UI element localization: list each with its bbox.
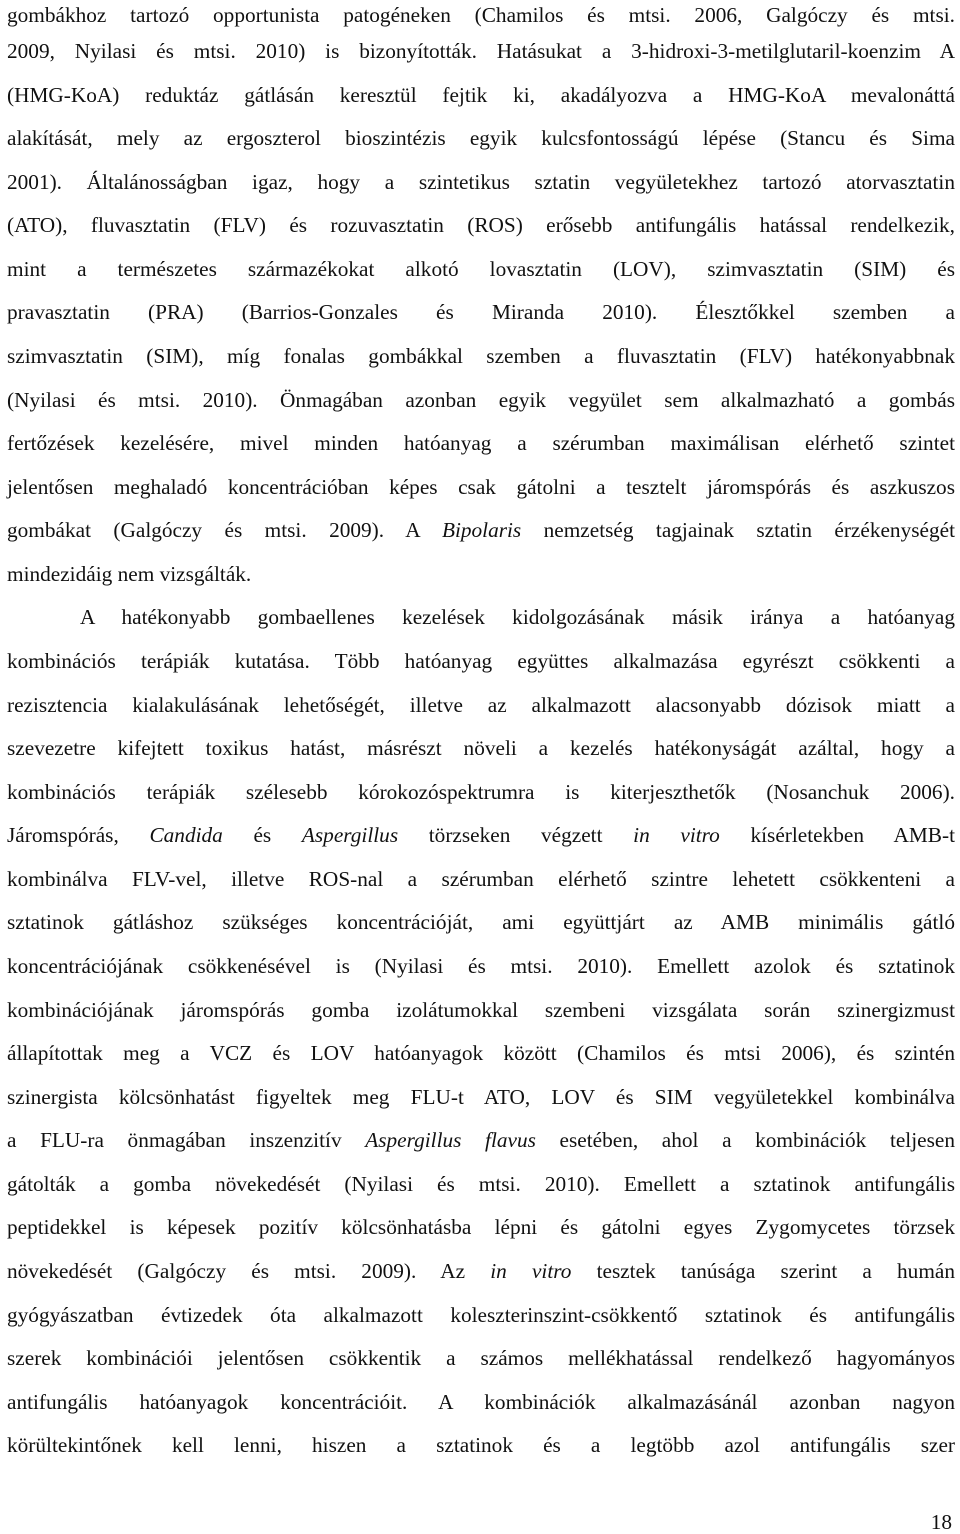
text-line: mint a természetes származékokat alkotó lovasztatin (LOV), szimvasztatin (SIM) és — [7, 257, 955, 281]
text-line: fertőzések kezelésére, mivel minden hatóanyag a szérumban maximálisan elérhető szintet — [7, 431, 955, 455]
text-line: rezisztencia kialakulásának lehetőségét, illetve az alkalmazott alacsonyabb dózisok miatt a — [7, 693, 955, 717]
text-line: alakítását, mely az ergoszterol bioszintézis egyik kulcsfontosságú lépése (Stancu és Sima — [7, 126, 955, 150]
text-line: mindezidáig nem vizsgálták. — [7, 562, 252, 586]
text-line: (HMG-KoA) reduktáz gátlásán keresztül fejtik ki, akadályozva a HMG-KoA mevalonáttá — [7, 83, 955, 107]
text-line: 2001). Általánosságban igaz, hogy a szintetikus sztatin vegyületekhez tartozó atorvasztatin — [7, 170, 955, 194]
text-line — [7, 1125, 955, 1155]
text-line — [7, 515, 955, 545]
text-line: gátolták a gomba növekedését (Nyilasi és mtsi. 2010). Emellett a sztatinok antifungális — [7, 1172, 955, 1196]
page-number: 18 — [930, 1510, 952, 1534]
text-run: és — [222, 823, 302, 847]
text-run: gombákat (Galgóczy és mtsi. 2009). A — [7, 518, 442, 542]
text-line: kombinálva FLV-vel, illetve ROS-nal a szérumban elérhető szintre lehetett csökkenteni a — [7, 867, 955, 891]
paragraph-first-line: A hatékonyabb gombaellenes kezelések kidolgozásának másik iránya a hatóanyag — [80, 605, 955, 629]
text-line — [7, 1256, 955, 1286]
text-line: antifungális hatóanyagok koncentrációit. A kombinációk alkalmazásánál azonban nagyon — [7, 1390, 955, 1414]
text-run: kísérletekben AMB-t — [719, 823, 956, 847]
text-line: gombákhoz tartozó opportunista patogéneken (Chamilos és mtsi. 2006, Galgóczy és mtsi. — [7, 3, 955, 27]
text-line: kombinációs terápiák szélesebb kórokozóspektrumra is kiterjeszthetők (Nosanchuk 2006). — [7, 780, 955, 804]
text-run: törzseken végzett — [398, 823, 634, 847]
text-line: körültekintőnek kell lenni, hiszen a sztatinok és a legtöbb azol antifungális szer — [7, 1433, 955, 1457]
text-line: szevezetre kifejtett toxikus hatást, másrészt növeli a kezelés hatékonyságát azáltal, hogy a — [7, 736, 955, 760]
text-line: peptidekkel is képesek pozitív kölcsönhatásba lépni és gátolni egyes Zygomycetes törzsek — [7, 1215, 955, 1239]
text-line: (Nyilasi és mtsi. 2010). Önmagában azonban egyik vegyület sem alkalmazható a gombás — [7, 388, 955, 412]
text-line: 2009, Nyilasi és mtsi. 2010) is bizonyították. Hatásukat a 3-hidroxi-3-metilglutaril-koenzim A — [7, 39, 955, 63]
text-line: állapítottak meg a VCZ és LOV hatóanyagok között (Chamilos és mtsi 2006), és szintén — [7, 1041, 955, 1065]
taxon-name: Candida — [149, 823, 223, 847]
text-line: kombinációjának járomspórás gomba izolátumokkal szembeni vizsgálata során szinergizmust — [7, 998, 955, 1022]
text-line: gyógyászatban évtizedek óta alkalmazott koleszterinszint-csökkentő sztatinok és antifungális — [7, 1303, 955, 1327]
text-line: jelentősen meghaladó koncentrációban képes csak gátolni a tesztelt járomspórás és aszkuszos — [7, 475, 955, 499]
text-run: esetében, ahol a kombinációk teljesen — [535, 1128, 955, 1152]
text-run: nemzetség tagjainak sztatin érzékenységét — [521, 518, 955, 542]
taxon-name: Bipolaris — [441, 518, 522, 542]
text-run: a FLU-ra önmagában inszenzitív — [7, 1128, 366, 1152]
text-line — [7, 820, 955, 850]
text-line: kombinációs terápiák kutatása. Több hatóanyag együttes alkalmazása egyrészt csökkenti a — [7, 649, 955, 673]
text-line: koncentrációjának csökkenésével is (Nyilasi és mtsi. 2010). Emellett azolok és sztatinok — [7, 954, 955, 978]
text-line: pravasztatin (PRA) (Barrios-Gonzales és Miranda 2010). Élesztőkkel szemben a — [7, 300, 955, 324]
text-line: szinergista kölcsönhatást figyeltek meg FLU-t ATO, LOV és SIM vegyületekkel kombinálva — [7, 1085, 955, 1109]
latin-term: in vitro — [490, 1259, 572, 1283]
text-line: szerek kombinációi jelentősen csökkentik a számos mellékhatással rendelkező hagyományos — [7, 1346, 955, 1370]
taxon-name: Aspergillus — [301, 823, 399, 847]
taxon-name: Aspergillus flavus — [365, 1128, 536, 1152]
latin-term: in vitro — [633, 823, 720, 847]
text-line: sztatinok gátláshoz szükséges koncentrációját, ami együttjárt az AMB minimális gátló — [7, 910, 955, 934]
text-line: szimvasztatin (SIM), míg fonalas gombákkal szemben a fluvasztatin (FLV) hatékonyabbnak — [7, 344, 955, 368]
text-run: Járomspórás, — [7, 823, 150, 847]
text-run: tesztek tanúsága szerint a humán — [571, 1259, 955, 1283]
text-run: növekedését (Galgóczy és mtsi. 2009). Az — [7, 1259, 491, 1283]
text-line: (ATO), fluvasztatin (FLV) és rozuvasztatin (ROS) erősebb antifungális hatással rendelkezik, — [7, 213, 955, 237]
